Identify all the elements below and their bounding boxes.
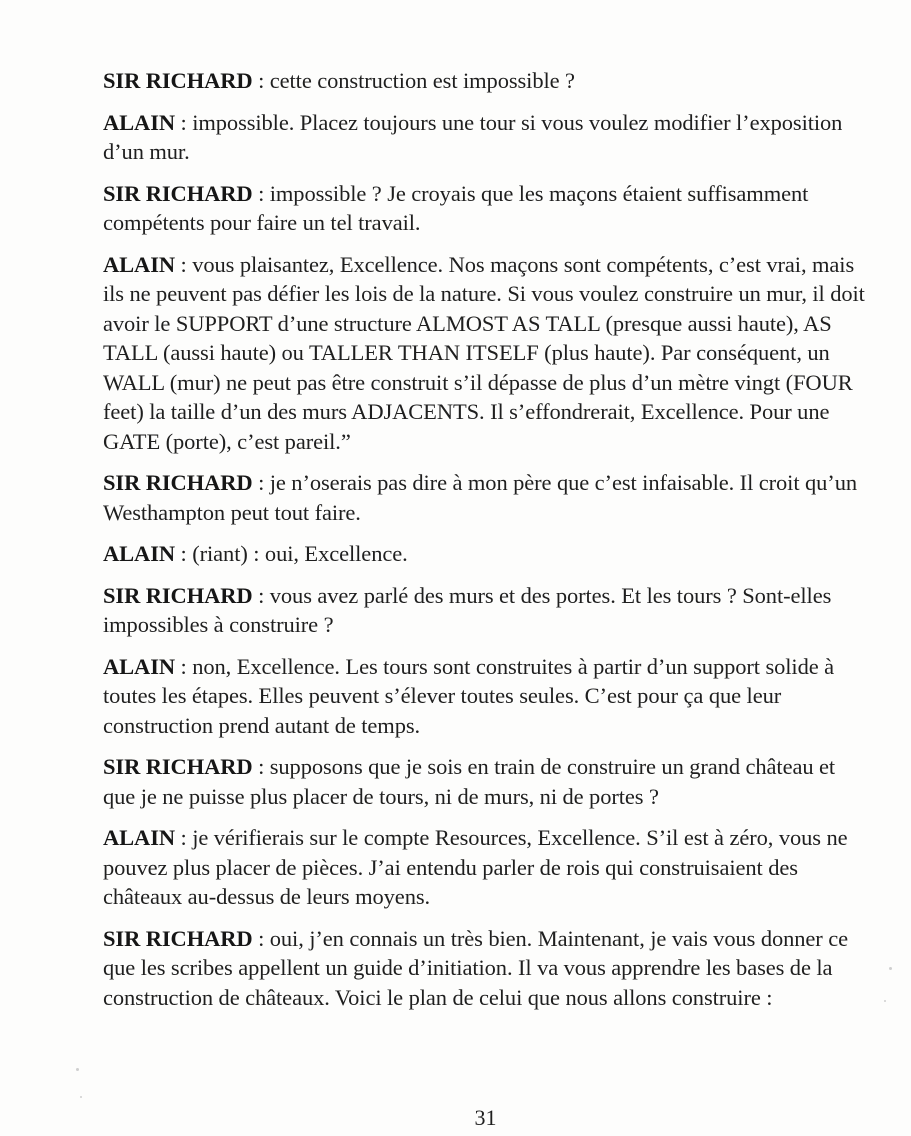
dialogue-paragraph xyxy=(103,108,871,167)
dialogue-text: : (riant) : oui, Excellence. xyxy=(175,541,408,566)
speaker-name: SIR RICHARD xyxy=(103,925,253,951)
dialogue-text: : supposons que je sois en train de construire un grand château et que je ne puisse plus placer de tours, ni de murs, ni de portes ? xyxy=(103,754,836,809)
speaker-name: ALAIN xyxy=(103,653,176,679)
dialogue-paragraph xyxy=(103,468,871,527)
scan-speck xyxy=(889,967,892,970)
dialogue-text: : vous plaisantez, Excellence. Nos maçons sont compétents, c’est vrai, mais ils ne peuvent pas défier les lois de la nature. Si vous voulez construire un mur, il doit avoir le SUPPORT d’une structure ALMOST AS TALL (presque aussi haute), AS TALL (aussi haute) ou TALLER THAN ITSELF (plus haute). Par conséquent, un WALL (mur) ne peut pas être construit s’il dépasse de plus d’un mètre vingt (FOUR feet) la taille d’un des murs ADJACENTS. Il s’effondrerait, Excellence. Pour une GATE (porte), c’est pareil.” xyxy=(103,251,865,454)
speaker-name: SIR RICHARD xyxy=(103,180,253,206)
dialogue-body xyxy=(103,66,871,1024)
dialogue-text: : oui, j’en connais un très bien. Maintenant, je vais vous donner ce que les scribes appellent un guide d’initiation. Il va vous apprendre les bases de la construction de châteaux. Voici le plan de celui que nous allons construire : xyxy=(103,925,848,1010)
dialogue-paragraph xyxy=(103,539,871,569)
dialogue-paragraph xyxy=(103,179,871,238)
page-number: 31 xyxy=(474,1105,497,1130)
dialogue-text: : non, Excellence. Les tours sont construites à partir d’un support solide à toutes les étapes. Elles peuvent s’élever toutes seules. C’est pour ça que leur construction prend autant de temps. xyxy=(103,653,835,738)
dialogue-text: : impossible ? Je croyais que les maçons étaient suffisamment compétents pour faire un tel travail. xyxy=(103,180,809,235)
scan-speck xyxy=(80,1096,82,1098)
dialogue-paragraph xyxy=(103,66,871,96)
speaker-name: ALAIN xyxy=(103,251,176,277)
speaker-name: SIR RICHARD xyxy=(103,68,253,93)
speaker-name: ALAIN xyxy=(103,109,176,135)
scan-speck xyxy=(884,1000,886,1002)
dialogue-text: : impossible. Placez toujours une tour si vous voulez modifier l’exposition d’un mur. xyxy=(103,109,843,164)
dialogue-paragraph xyxy=(103,924,871,1013)
dialogue-text: : cette construction est impossible ? xyxy=(252,68,575,93)
dialogue-paragraph xyxy=(103,581,871,640)
speaker-name: ALAIN xyxy=(103,541,176,566)
dialogue-paragraph xyxy=(103,823,871,912)
speaker-name: ALAIN xyxy=(103,825,176,850)
dialogue-paragraph xyxy=(103,752,871,811)
speaker-name: SIR RICHARD xyxy=(103,582,253,608)
dialogue-paragraph xyxy=(103,250,871,457)
dialogue-text: : vous avez parlé des murs et des portes. Et les tours ? Sont-elles impossibles à construire ? xyxy=(103,582,832,637)
dialogue-paragraph xyxy=(103,652,871,741)
dialogue-text: : je vérifierais sur le compte Resources, Excellence. S’il est à zéro, vous ne pouvez plus placer de pièces. J’ai entendu parler de rois qui construisaient des châteaux au-dessus de leurs moyens. xyxy=(103,825,848,909)
scan-speck xyxy=(76,1068,79,1071)
speaker-name: SIR RICHARD xyxy=(103,754,253,779)
dialogue-text: : je n’oserais pas dire à mon père que c’est infaisable. Il croit qu’un Westhampton peut tout faire. xyxy=(103,470,858,525)
speaker-name: SIR RICHARD xyxy=(103,470,253,495)
